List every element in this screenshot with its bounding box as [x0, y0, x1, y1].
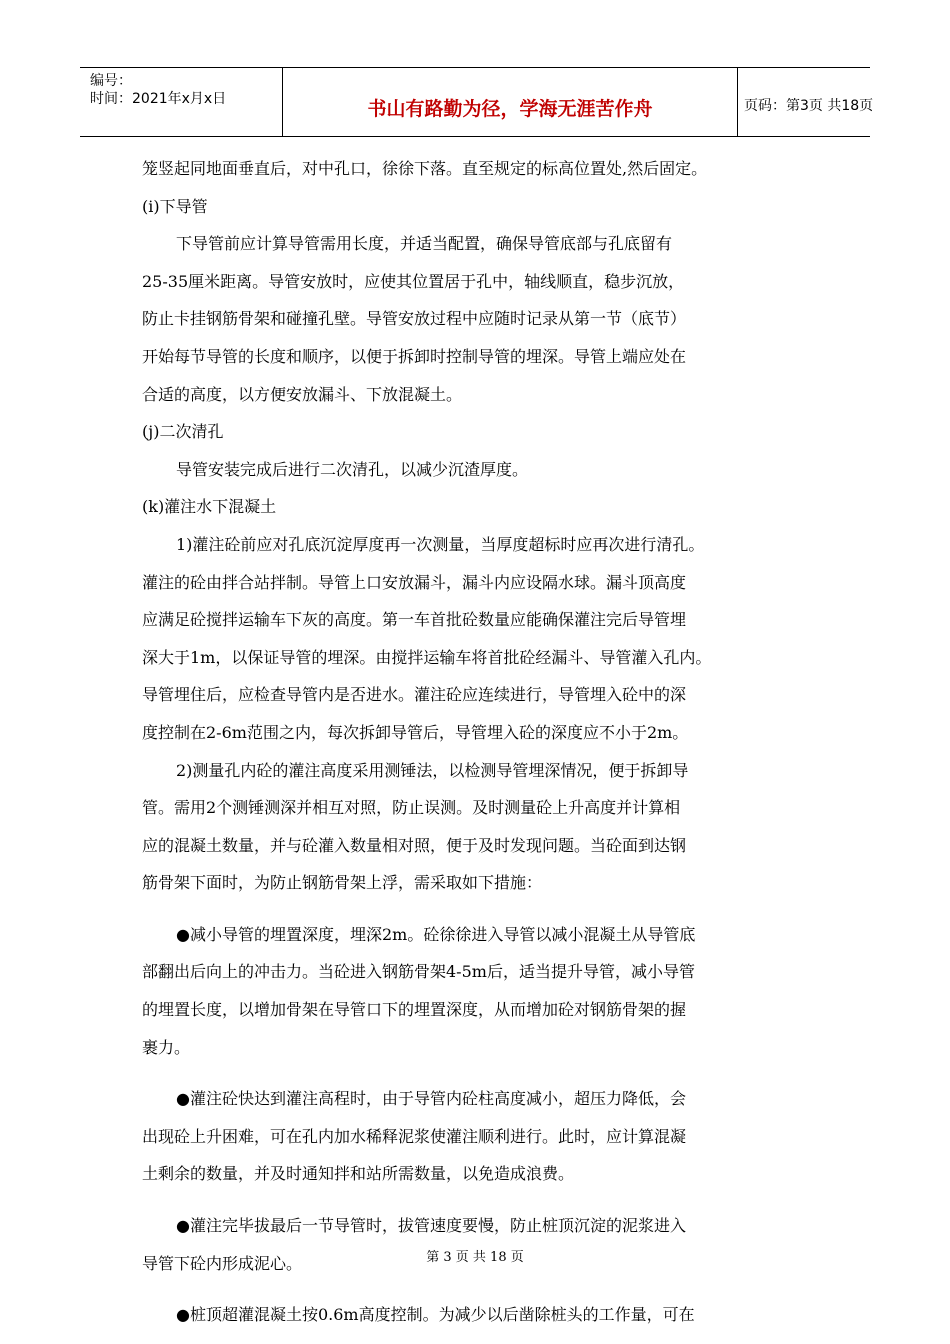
document-number-label: 编号：	[90, 73, 132, 89]
body-text-line: 应满足砼搅拌运输车下灰的高度。第一车首批砼数量应能确保灌注完后导管埋	[142, 610, 687, 630]
header-meta-cell	[80, 68, 283, 136]
body-text-line: 筋骨架下面时，为防止钢筋骨架上浮，需采取如下措施：	[142, 873, 543, 893]
body-text-line: 部翻出后向上的冲击力。当砼进入钢筋骨架4-5m后，适当提升导管，减小导管	[142, 962, 695, 982]
body-text-line: 裹力。	[142, 1037, 191, 1057]
body-text-line: 防止卡挂钢筋骨架和碰撞孔壁。导管安放过程中应随时记录从第一节（底节）	[142, 309, 687, 329]
body-text-line: ●桩顶超灌混凝土按0.6m高度控制。为减少以后凿除桩头的工作量，可在	[176, 1305, 695, 1325]
body-text-line: 应的混凝土数量，并与砼灌入数量相对照，便于及时发现问题。当砼面到达钢	[142, 835, 687, 855]
body-text-line: 下导管前应计算导管需用长度，并适当配置，确保导管底部与孔底留有	[176, 234, 673, 254]
body-text-line: ●减小导管的埋置深度，埋深2m。砼徐徐进入导管以减小混凝土从导管底	[176, 924, 696, 944]
body-text-line: 导管安装完成后进行二次清孔，以减少沉渣厚度。	[176, 459, 529, 479]
paragraph-gap	[142, 1066, 812, 1080]
body-text-line: 导管下砼内形成泥心。	[142, 1253, 303, 1273]
header-motto: 书山有路勤为径，学海无涯苦作舟	[367, 98, 653, 120]
body-text-line: 2)测量孔内砼的灌注高度采用测锤法，以检测导管埋深情况，便于拆卸导	[176, 760, 689, 780]
body-text-line: ●灌注完毕拔最后一节导管时，拔管速度要慢，防止桩顶沉淀的泥浆进入	[176, 1216, 686, 1236]
body-text-line: 笼竖起同地面垂直后，对中孔口，徐徐下落。直至规定的标高位置处,然后固定。	[142, 159, 708, 178]
body-text-line: ●灌注砼快达到灌注高程时，由于导管内砼柱高度减小，超压力降低，会	[176, 1089, 686, 1109]
body-text-line: 25-35厘米距离。导管安放时，应使其位置居于孔中，轴线顺直，稳步沉放，	[142, 271, 685, 291]
body-text-line: 管。需用2个测锤测深并相互对照，防止误测。及时测量砼上升高度并计算相	[142, 798, 681, 818]
body-text-line: 开始每节导管的长度和顺序，以便于拆卸时控制导管的埋深。导管上端应处在	[142, 346, 687, 366]
body-text-line: (i)下导管	[142, 196, 208, 216]
body-text-line: 1)灌注砼前应对孔底沉淀厚度再一次测量，当厚度超标时应再次进行清孔。	[176, 534, 705, 554]
body-text-line: 出现砼上升困难，可在孔内加水稀释泥浆使灌注顺利进行。此时，应计算混凝	[142, 1126, 687, 1146]
body-text-line: 土剩余的数量，并及时通知拌和站所需数量，以免造成浪费。	[142, 1164, 575, 1184]
paragraph-gap	[142, 1193, 812, 1207]
document-body	[142, 150, 812, 1334]
document-date: 时间：2021年x月x日	[90, 91, 227, 107]
paragraph-gap	[142, 1282, 812, 1296]
header-page-info: 页码：第3页 共18页	[744, 98, 874, 114]
body-text-line: 深大于1m，以保证导管的埋深。由搅拌运输车将首批砼经漏斗、导管灌入孔内。	[142, 647, 712, 667]
header-table	[80, 67, 874, 137]
page-footer: 第 3 页 共 18 页	[426, 1250, 524, 1265]
body-text-line: (k)灌注水下混凝土	[142, 497, 277, 517]
body-text-line: 度控制在2-6m范围之内，每次拆卸导管后，导管埋入砼的深度应不小于2m。	[142, 722, 689, 742]
header-motto-cell	[283, 68, 738, 136]
body-text-line: (j)二次清孔	[142, 422, 224, 442]
header-page-cell	[738, 68, 874, 136]
body-text-line: 合适的高度，以方便安放漏斗、下放混凝土。	[142, 384, 463, 404]
body-text-line: 导管埋住后，应检查导管内是否进水。灌注砼应连续进行，导管埋入砼中的深	[142, 685, 687, 705]
body-text-line: 的埋置长度，以增加骨架在导管口下的埋置深度，从而增加砼对钢筋骨架的握	[142, 1000, 687, 1020]
paragraph-gap	[142, 902, 812, 916]
body-text-line: 灌注的砼由拌合站拌制。导管上口安放漏斗，漏斗内应设隔水球。漏斗顶高度	[142, 572, 687, 592]
